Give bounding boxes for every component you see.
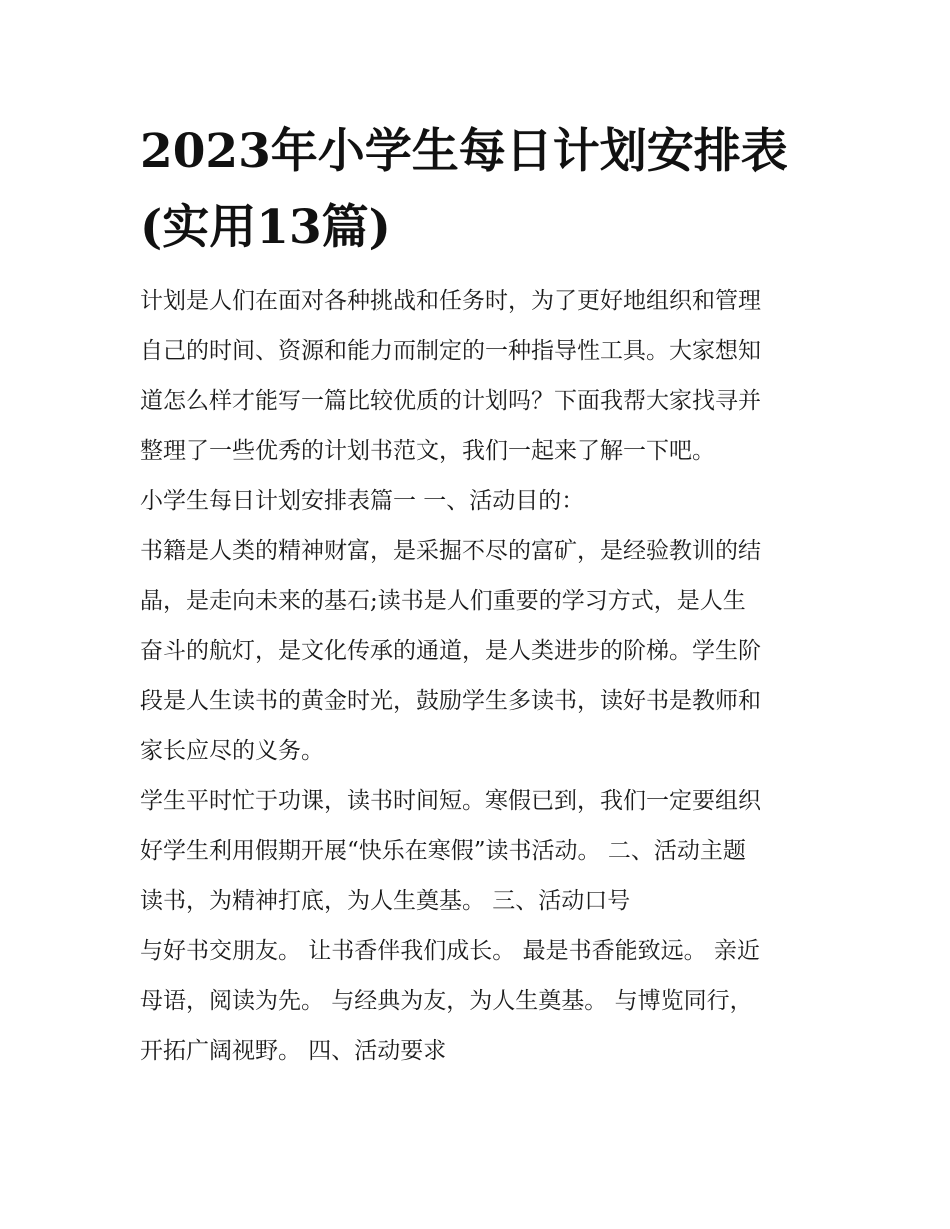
text-line: 与好书交朋友。 让书香伴我们成长。 最是书香能致远。 亲近	[140, 938, 760, 964]
text-line: 晶，是走向未来的基石;读书是人们重要的学习方式，是人生	[140, 588, 746, 614]
text-line: 自己的时间、资源和能力而制定的一种指导性工具。大家想知	[140, 338, 761, 364]
paragraph-theme	[140, 778, 830, 928]
text-line: 读书，为精神打底，为人生奠基。 三、活动口号	[140, 888, 631, 914]
paragraph-intro	[140, 278, 830, 478]
title-line-2: (实用13篇)	[140, 200, 391, 255]
text-line: 好学生利用假期开展“快乐在寒假”读书活动。 二、活动主题	[140, 838, 746, 864]
text-line: 段是人生读书的黄金时光，鼓励学生多读书，读好书是教师和	[140, 688, 761, 714]
paragraph-purpose	[140, 528, 830, 778]
text-line: 计划是人们在面对各种挑战和任务时，为了更好地组织和管理	[140, 288, 761, 314]
text-line: 开拓广阔视野。 四、活动要求	[140, 1038, 447, 1064]
text-line: 道怎么样才能写一篇比较优质的计划吗？下面我帮大家找寻并	[140, 388, 761, 414]
text-line: 母语，阅读为先。 与经典为友，为人生奠基。 与博览同行，	[140, 988, 753, 1014]
text-line: 学生平时忙于功课，读书时间短。寒假已到，我们一定要组织	[140, 788, 761, 814]
text-line: 小学生每日计划安排表篇一 一、活动目的：	[140, 488, 585, 514]
text-line: 奋斗的航灯，是文化传承的通道，是人类进步的阶梯。学生阶	[140, 638, 761, 664]
title-line-1: 2023年小学生每日计划安排表	[140, 124, 788, 179]
text-line: 家长应尽的义务。	[140, 738, 324, 764]
text-line: 书籍是人类的精神财富，是采掘不尽的富矿，是经验教训的结	[140, 538, 761, 564]
text-line: 整理了一些优秀的计划书范文，我们一起来了解一下吧。	[140, 438, 715, 464]
document-title	[140, 114, 840, 266]
document-body	[140, 278, 830, 1078]
paragraph-section-heading	[140, 478, 830, 528]
paragraph-slogans	[140, 928, 830, 1078]
